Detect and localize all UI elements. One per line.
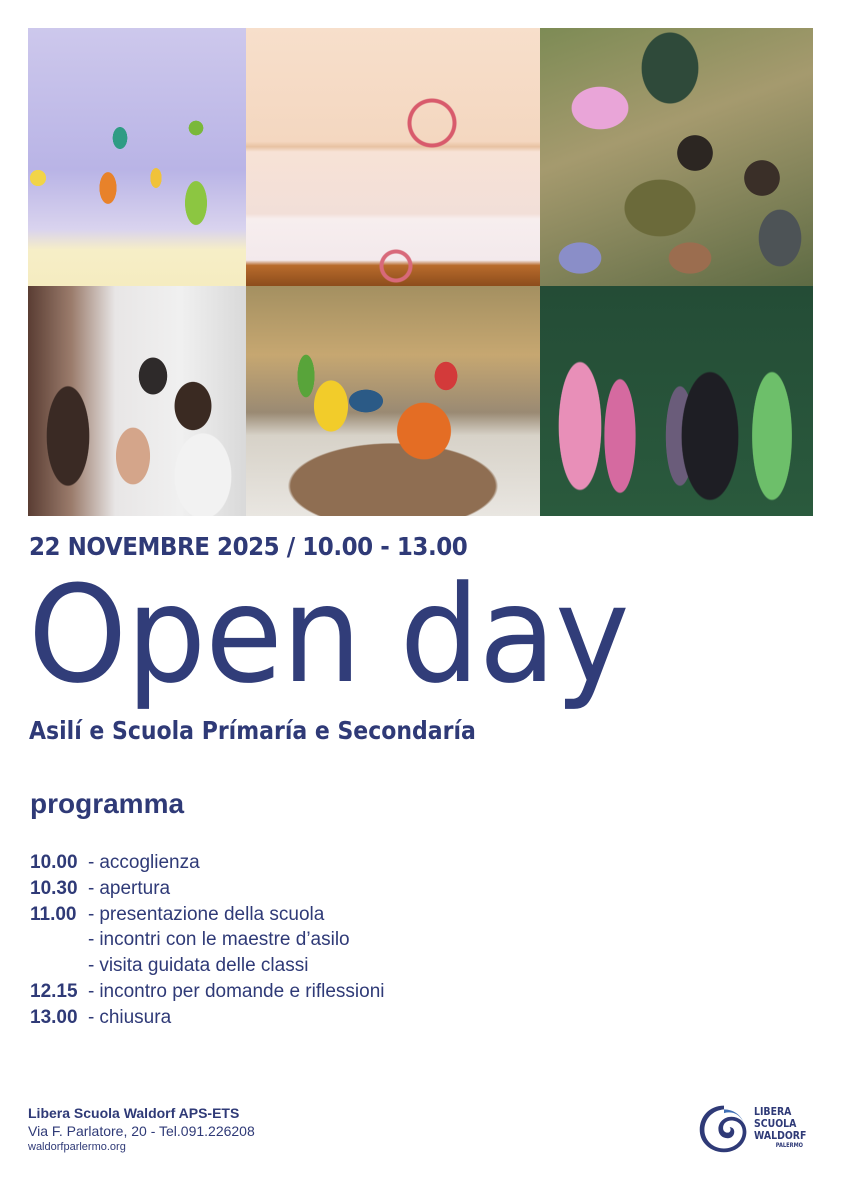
program-item — [30, 902, 385, 928]
program-heading: programma — [30, 788, 185, 819]
program-label: chiusura — [99, 1006, 172, 1028]
school-logo — [696, 1098, 816, 1158]
program-time: 10.00 — [30, 852, 78, 873]
program-label: presentazione della scuola — [99, 903, 325, 925]
program-item — [30, 927, 385, 953]
photo-writing-boards — [246, 28, 540, 286]
program-separator: - — [88, 877, 95, 899]
program-list — [30, 850, 385, 1031]
program-separator: - — [88, 929, 95, 951]
program-item — [30, 953, 385, 979]
program-separator: - — [88, 955, 95, 977]
photo-child-drawing — [28, 28, 246, 286]
logo-line-3: WALDORF — [754, 1129, 807, 1142]
program-item — [30, 850, 385, 876]
logo-city: PALERMO — [775, 1142, 803, 1149]
event-title: Open day — [28, 557, 629, 713]
logo-line-1: LIBERA — [754, 1105, 792, 1118]
logo-wordmark — [754, 1106, 806, 1150]
spiral-wave-icon — [696, 1100, 752, 1156]
photo-flute-players — [28, 286, 246, 516]
program-time: 10.30 — [30, 877, 78, 899]
program-separator: - — [88, 903, 95, 925]
program-time: 12.15 — [30, 980, 78, 1002]
program-separator: - — [88, 1006, 95, 1028]
program-time: 13.00 — [30, 1006, 78, 1028]
photo-theatre-performance — [540, 286, 813, 516]
program-time: 11.00 — [30, 903, 77, 925]
photo-collage — [28, 28, 813, 516]
program-label: incontro per domande e riflessioni — [99, 980, 385, 1002]
address-phone: Via F. Parlatore, 20 - Tel.091.226208 — [28, 1123, 255, 1139]
program-separator: - — [88, 852, 95, 873]
program-label: accoglienza — [99, 852, 200, 873]
photo-children-outdoors — [540, 28, 813, 286]
program-label: incontri con le maestre d’asilo — [99, 929, 350, 951]
photo-felt-gnomes — [246, 286, 540, 516]
program-label: apertura — [99, 877, 171, 899]
organization-name: Libera Scuola Waldorf APS-ETS — [28, 1105, 240, 1121]
website-link[interactable]: waldorfparlermo.org — [28, 1141, 126, 1153]
program-item — [30, 979, 385, 1005]
footer-contact — [28, 1104, 255, 1154]
program-item — [30, 876, 385, 902]
event-date-time: 22 NOVEMBRE 2025 / 10.00 - 13.00 — [29, 532, 468, 561]
program-label: visita guidata delle classi — [99, 955, 309, 977]
program-separator: - — [88, 980, 95, 1002]
logo-line-2: SCUOLA — [754, 1117, 797, 1130]
program-item — [30, 1005, 385, 1031]
event-subtitle: Asilí e Scuola Prímaría e Secondaría — [29, 716, 476, 745]
